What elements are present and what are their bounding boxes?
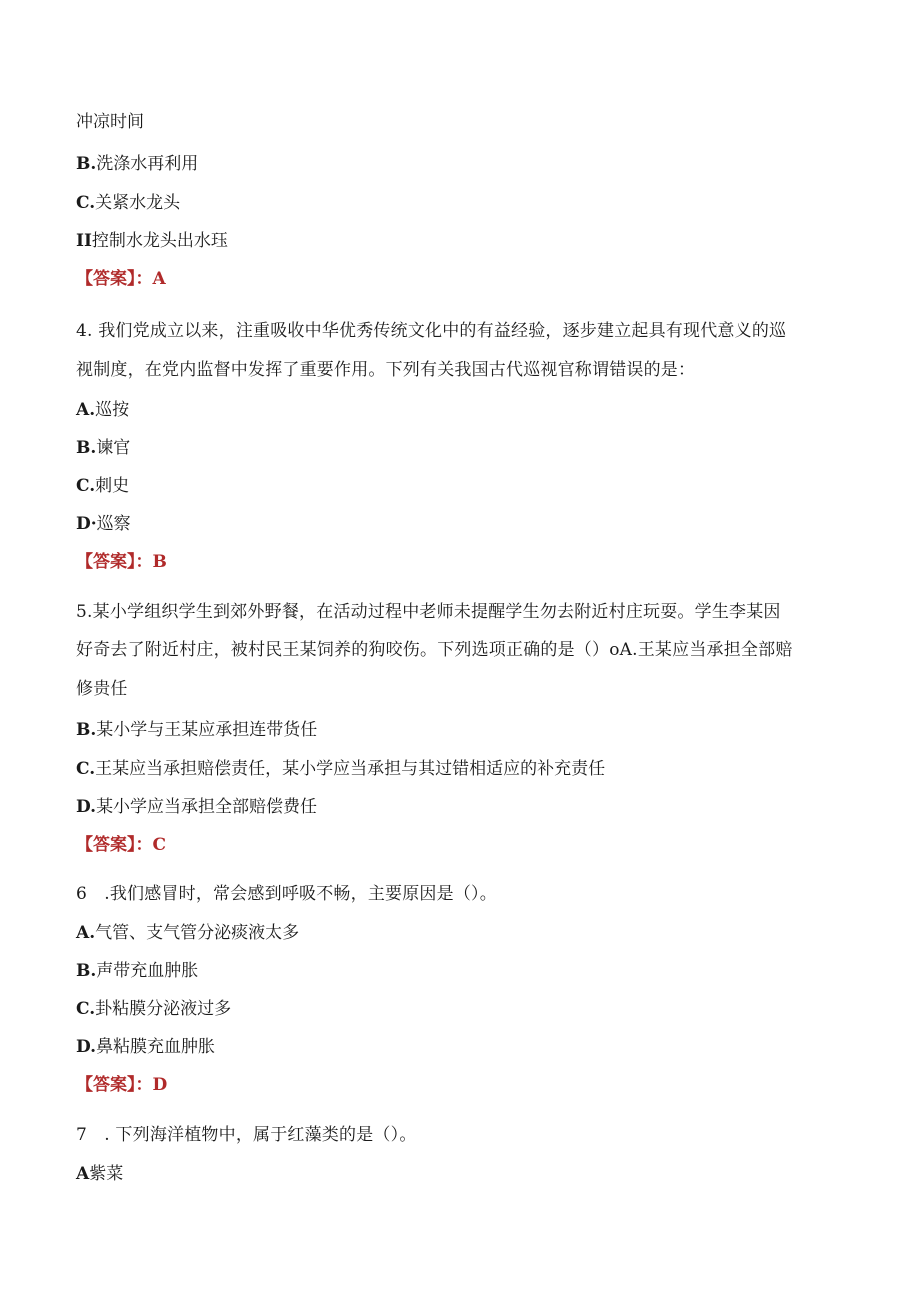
q4-option-d: D·巡察: [76, 514, 131, 534]
q3-answer: 【答案】：A: [76, 269, 166, 289]
q5-answer: 【答案】：C: [76, 835, 167, 855]
q5-option-c: C.王某应当承担赔偿责任，某小学应当承担与其过错相适应的补充责任: [76, 759, 606, 779]
q6-option-b: B.声带充血肿胀: [76, 961, 199, 981]
q6-stem-line1: 6 .我们感冒时，常会感到呼吸不畅，主要原因是（）。: [76, 884, 497, 904]
q7-stem-line1: 7 . 下列海洋植物中，属于红藻类的是（）。: [76, 1125, 417, 1145]
q4-option-a: A.巡按: [76, 400, 130, 420]
q5-option-b: B.某小学与王某应承担连带货任: [76, 720, 318, 740]
q5-stem-line3: 修贵任: [76, 679, 128, 699]
q4-stem-line1: 4. 我们党成立以来，注重吸收中华优秀传统文化中的有益经验，逐步建立起具有现代意义的巡: [76, 321, 787, 341]
q3-option-b: B.洗涤水再利用: [76, 154, 199, 174]
q4-stem-line2: 视制度，在党内监督中发挥了重要作用。下列有关我国古代巡视官称谓错误的是：: [76, 360, 696, 380]
q3-option-c: C.关紧水龙头: [76, 193, 181, 213]
q6-option-a: A.气管、支气管分泌痰液太多: [76, 923, 300, 943]
q4-answer: 【答案】：B: [76, 552, 167, 572]
q3-option-d: II控制水龙头出水珏: [76, 231, 228, 251]
q6-option-d: D.鼻粘膜充血肿胀: [76, 1037, 216, 1057]
q3-option-continuation: 冲凉时间: [76, 112, 144, 132]
q4-option-c: C.刺史: [76, 476, 130, 496]
q6-option-c: C.卦粘膜分泌液过多: [76, 999, 232, 1019]
q5-option-d: D.某小学应当承担全部赔偿费任: [76, 797, 318, 817]
q6-answer: 【答案】：D: [76, 1075, 168, 1095]
q7-option-a: A紫菜: [76, 1164, 124, 1184]
q4-option-b: B.谏官: [76, 438, 131, 458]
q5-stem-line2: 好奇去了附近村庄，被村民王某饲养的狗咬伤。下列选项正确的是（）oA.王某应当承担全部赔: [76, 640, 793, 660]
q5-stem-line1: 5.某小学组织学生到郊外野餐，在活动过程中老师未提醒学生勿去附近村庄玩耍。学生李某因: [76, 602, 781, 622]
